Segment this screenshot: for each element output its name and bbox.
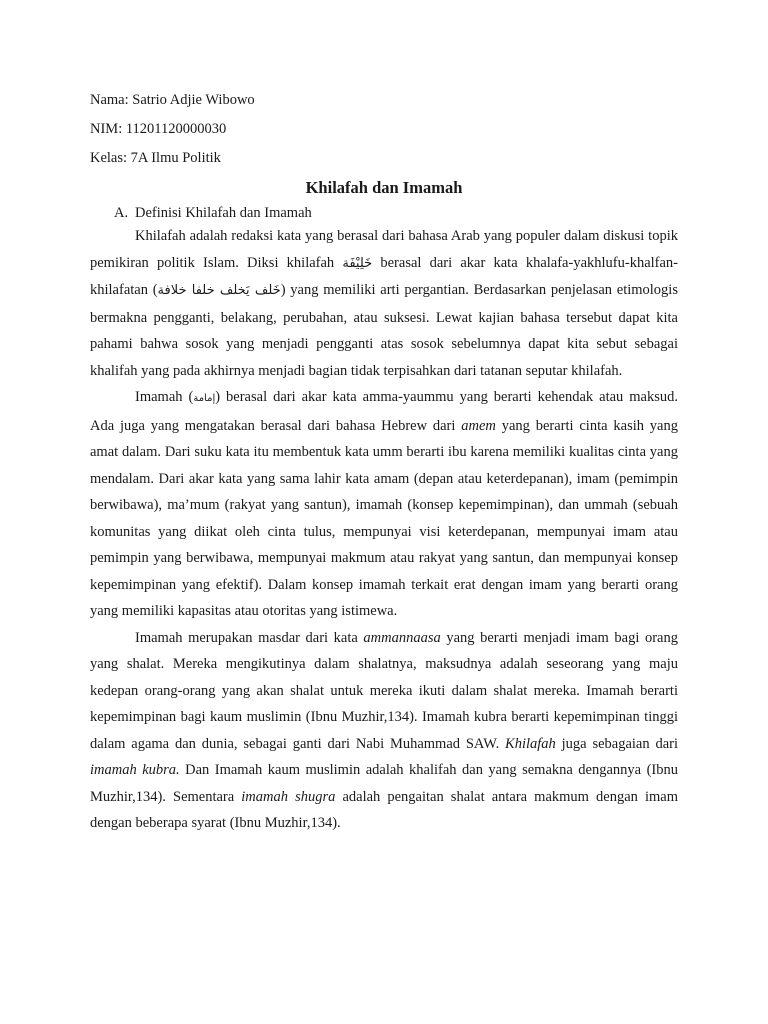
arabic-imamah: إمامة — [193, 393, 216, 404]
p3-italic-khilafah: Khilafah — [505, 735, 556, 752]
p1-text-1: Khilafah adalah redaksi kata yang berasal dari bahasa Arab yang populer dalam diskusi topik pemikiran politik Islam. Diksi khilafah — [90, 228, 678, 271]
p3-text-2: yang berarti menjadi imam bagi orang yang shalat. Mereka mengikutinya dalam shalatnya, maksudnya adalah seseorang yang maju kedepan orang-orang yang akan shalat untuk mereka ikuti dalam shalat mereka. Imamah berarti kepemimpinan bagi kaum muslimin (Ibnu Muzhir,134). Imamah kubra berarti kepemimpinan tinggi dalam agama dan dunia, sebagai ganti dari Nabi Muhammad SAW. — [90, 629, 678, 752]
paragraph-imamah-etymology — [90, 384, 678, 625]
student-class: Kelas: 7A Ilmu Politik — [90, 150, 221, 166]
p1-text-3: ) yang memiliki arti pergantian. Berdasarkan penjelasan etimologis bermakna pengganti, belakang, perubahan, atau suksesi. Lewat kajian bahasa tersebut dapat kita pahami bahwa sosok yang menjadi pengganti atas sosok sebelumnya dapat kita sebut sebagai khalifah yang pada akhirnya menjadi bagian tidak terpisahkan dari tatanan seputar khilafah. — [90, 282, 678, 379]
arabic-root-forms: خَلف يَخلف خلفا خلافة — [157, 283, 281, 298]
p2-text-3: yang berarti cinta kasih yang amat dalam. Dari suku kata itu membentuk kata umm berarti ibu karena memiliki kualitas cinta yang mendalam. Dari akar kata yang sama lahir kata amam (depan atau keterdepanan), imam (pemimpin berwibawa), ma’mum (rakyat yang santun), imamah (konsep kepemimpinan), dan ummah (sebuah komunitas yang diikat oleh cinta tulus, mempunyai visi keterdepanan, mempunyai imam atau pemimpin yang berwibawa, mempunyai makmum atau rakyat yang santun, dan mempunyai konsep kepemimpinan yang efektif). Dalam konsep imamah terkait erat dengan imam yang berarti orang yang memiliki kapasitas atau otoritas yang istimewa. — [90, 417, 678, 619]
p2-text-1: Imamah ( — [135, 389, 194, 405]
paragraph-khilafah — [90, 223, 678, 384]
p3-text-4: Dan Imamah kaum muslimin adalah khalifah dan yang semakna dengannya (Ibnu Muzhir,134). Sementara — [90, 762, 678, 805]
p3-italic-ammannaasa: ammannaasa — [363, 629, 441, 646]
document-title: Khilafah dan Imamah — [305, 178, 463, 197]
paragraph-imamah-meaning — [90, 625, 678, 837]
p2-text-2: ) berasal dari akar kata amma-yaummu yang berarti kehendak atau maksud. Ada juga yang mengatakan berasal dari bahasa Hebrew dari — [90, 389, 678, 434]
arabic-khalifah: خَلِيْفَة — [342, 255, 373, 271]
p3-text-5: adalah pengaitan shalat antara makmum dengan imam dengan beberapa syarat (Ibnu Muzhir,134). — [90, 788, 678, 831]
p1-text-2: berasal dari akar kata khalafa-yakhlufu-khalfan-khilafatan ( — [90, 254, 679, 298]
p3-italic-imamah-shugra: imamah shugra — [241, 788, 336, 805]
section-letter: A. — [114, 205, 129, 221]
student-name: Nama: Satrio Adjie Wibowo — [90, 92, 255, 108]
section-heading-text: Definisi Khilafah dan Imamah — [135, 205, 312, 221]
p3-text-3: juga sebagaian dari — [555, 735, 678, 752]
section-heading — [90, 203, 678, 223]
document-page — [90, 90, 678, 837]
student-nim: NIM: 11201120000030 — [90, 121, 227, 137]
p3-text-1: Imamah merupakan masdar dari kata — [135, 629, 364, 646]
p3-italic-imamah-kubra: imamah kubra. — [90, 762, 180, 778]
p2-italic-amem: amem — [461, 417, 496, 434]
